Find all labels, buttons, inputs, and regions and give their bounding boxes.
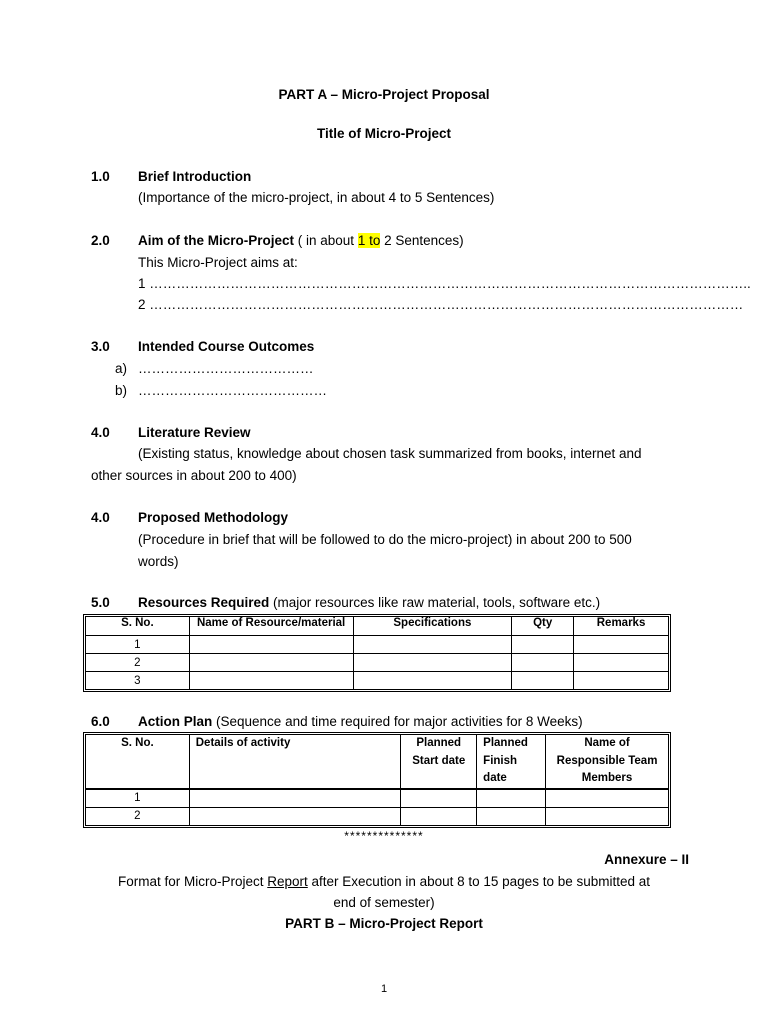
table-cell[interactable] xyxy=(189,672,353,690)
section-1-heading: Brief Introduction xyxy=(138,169,252,184)
action-plan-header xyxy=(86,735,669,789)
section-2-heading: Aim of the Micro-Project xyxy=(138,233,295,248)
table-cell[interactable] xyxy=(401,807,477,825)
section-5-heading-line xyxy=(138,595,600,610)
aim-line-1: 1 …………………………………………………………………………………………………………………….. xyxy=(138,276,751,291)
resources-table xyxy=(85,616,669,690)
header-line: Members xyxy=(581,772,633,784)
outcome-a-dots: ………………………………… xyxy=(138,361,314,376)
table-cell[interactable] xyxy=(574,654,669,672)
section-4-description-line2: other sources in about 200 to 400) xyxy=(91,468,297,483)
col-header-planned-finish xyxy=(477,735,546,789)
section-4-heading: Literature Review xyxy=(138,425,251,440)
table-cell[interactable] xyxy=(512,672,574,690)
section-6-heading-line xyxy=(138,714,583,729)
section-2-suffix-pre: ( in about xyxy=(294,233,358,248)
col-header-planned-start xyxy=(401,735,477,789)
col-header-activity: Details of activity xyxy=(189,735,401,789)
section-2-lead: This Micro-Project aims at: xyxy=(138,255,298,270)
header-line: Planned xyxy=(416,737,462,749)
part-a-title: PART A – Micro-Project Proposal xyxy=(278,87,490,102)
outcome-b-dots: …………………………………… xyxy=(138,383,327,398)
table-cell[interactable] xyxy=(353,636,512,654)
row-sno: 1 xyxy=(86,636,190,654)
section-1-description: (Importance of the micro-project, in about 4 to 5 Sentences) xyxy=(138,190,495,205)
outcome-a-label: a) xyxy=(115,361,128,376)
section-2-suffix-post: 2 Sentences) xyxy=(380,233,464,248)
section-5-number: 5.0 xyxy=(91,595,110,610)
section-6-heading: Action Plan xyxy=(138,714,213,729)
section-4b-description-line1: (Procedure in brief that will be followed to do the micro-project) in about 200 to 500 xyxy=(138,532,632,547)
table-cell[interactable] xyxy=(574,636,669,654)
section-3-heading: Intended Course Outcomes xyxy=(138,339,315,354)
header-line: Name of xyxy=(584,737,630,749)
section-4b-description-line2: words) xyxy=(138,554,179,569)
row-sno: 2 xyxy=(86,654,190,672)
row-sno: 2 xyxy=(86,807,190,825)
col-header-responsible xyxy=(546,735,669,789)
col-header-qty: Qty xyxy=(512,617,574,636)
table-cell[interactable] xyxy=(189,807,401,825)
table-cell[interactable] xyxy=(189,789,401,808)
table-row xyxy=(86,636,669,654)
header-line: date xyxy=(483,772,507,784)
section-1-number: 1.0 xyxy=(91,169,110,184)
format-line-1 xyxy=(0,874,768,889)
table-row xyxy=(86,807,669,825)
table-cell[interactable] xyxy=(353,654,512,672)
col-header-sno: S. No. xyxy=(86,735,190,789)
table-cell[interactable] xyxy=(477,807,546,825)
col-header-sno: S. No. xyxy=(86,617,190,636)
format-text: after Execution in about 8 to 15 pages to be submitted at xyxy=(307,874,651,889)
table-cell[interactable] xyxy=(189,654,353,672)
col-header-specifications: Specifications xyxy=(353,617,512,636)
section-6-suffix: (Sequence and time required for major activities for 8 Weeks) xyxy=(212,714,583,729)
section-6-number: 6.0 xyxy=(91,714,110,729)
section-2-number: 2.0 xyxy=(91,233,110,248)
table-row xyxy=(86,654,669,672)
section-5-suffix: (major resources like raw material, tools, software etc.) xyxy=(269,595,601,610)
table-cell[interactable] xyxy=(512,636,574,654)
resources-table-header xyxy=(86,617,669,636)
table-cell[interactable] xyxy=(353,672,512,690)
part-b-title: PART B – Micro-Project Report xyxy=(285,916,483,931)
separator-stars: ************** xyxy=(344,829,424,843)
section-2-highlight: 1 to xyxy=(357,233,381,248)
col-header-resource: Name of Resource/material xyxy=(189,617,353,636)
table-cell[interactable] xyxy=(574,672,669,690)
section-4b-number: 4.0 xyxy=(91,510,110,525)
section-4-description-line1: (Existing status, knowledge about chosen task summarized from books, internet and xyxy=(138,446,642,461)
header-line: Finish xyxy=(483,754,518,767)
section-4-number: 4.0 xyxy=(91,425,110,440)
aim-line-2: 2 …………………………………………………………………………………………………………………… xyxy=(138,297,744,312)
format-text: Format for Micro-Project xyxy=(117,874,268,889)
annexure-label: Annexure – II xyxy=(604,852,689,867)
action-plan-table xyxy=(85,734,669,826)
outcome-b-label: b) xyxy=(115,383,128,398)
table-cell[interactable] xyxy=(512,654,574,672)
row-sno: 3 xyxy=(86,672,190,690)
section-2-heading-line xyxy=(138,233,464,248)
table-cell[interactable] xyxy=(546,807,669,825)
header-line: Responsible Team xyxy=(556,754,658,767)
col-header-remarks: Remarks xyxy=(574,617,669,636)
micro-project-title-label: Title of Micro-Project xyxy=(316,126,452,141)
table-cell[interactable] xyxy=(189,636,353,654)
table-cell[interactable] xyxy=(401,789,477,808)
table-row xyxy=(86,789,669,808)
table-cell[interactable] xyxy=(477,789,546,808)
header-line: Start date xyxy=(412,754,466,767)
section-5-heading: Resources Required xyxy=(138,595,270,610)
format-underlined: Report xyxy=(267,874,308,889)
table-cell[interactable] xyxy=(546,789,669,808)
table-row xyxy=(86,672,669,690)
section-4b-heading: Proposed Methodology xyxy=(138,510,288,525)
page-number: 1 xyxy=(380,983,388,995)
format-line-2: end of semester) xyxy=(333,895,435,910)
section-3-number: 3.0 xyxy=(91,339,110,354)
row-sno: 1 xyxy=(86,789,190,808)
header-line: Planned xyxy=(483,737,528,749)
